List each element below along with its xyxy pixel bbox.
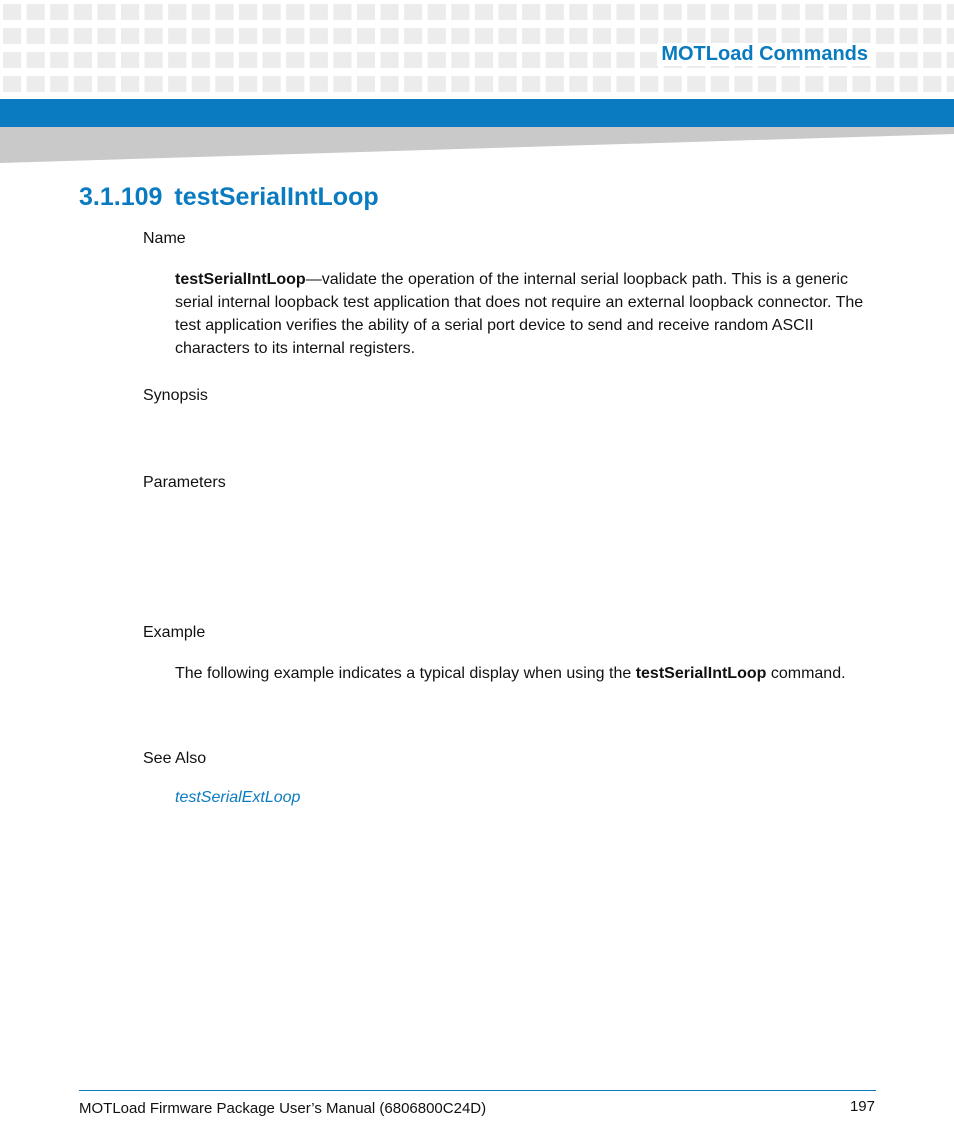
example-text-after: command.	[766, 665, 846, 682]
footer-page-number: 197	[849, 1098, 875, 1115]
header-blue-band	[0, 99, 954, 127]
footer-manual-title: MOTLoad Firmware Package User’s Manual (6806800C24D)	[79, 1100, 487, 1117]
synopsis-label: Synopsis	[143, 387, 208, 404]
parameters-label: Parameters	[143, 474, 226, 491]
section-name: testSerialIntLoop	[174, 183, 379, 211]
section-header-title: MOTLoad Commands	[657, 43, 872, 66]
see-also-label: See Also	[143, 750, 207, 767]
example-text-before: The following example indicates a typical display when using the	[175, 665, 636, 682]
header-gray-wedge	[0, 127, 954, 163]
footer-divider	[79, 1090, 876, 1091]
see-also-link[interactable]: testSerialExtLoop	[175, 789, 301, 806]
example-label: Example	[143, 624, 206, 641]
name-label: Name	[143, 230, 186, 247]
page-title	[79, 183, 379, 212]
name-description	[175, 268, 875, 360]
section-number: 3.1.109	[79, 183, 163, 211]
example-command: testSerialIntLoop	[635, 665, 767, 682]
name-description-text: —validate the operation of the internal serial loopback path. This is a generic serial internal loopback test application that does not require an external loopback connector. The test application verifies the ability of a serial port device to send and receive random ASCII characters to its internal registers.	[175, 271, 864, 357]
name-command: testSerialIntLoop	[175, 271, 306, 288]
example-description	[175, 662, 895, 685]
